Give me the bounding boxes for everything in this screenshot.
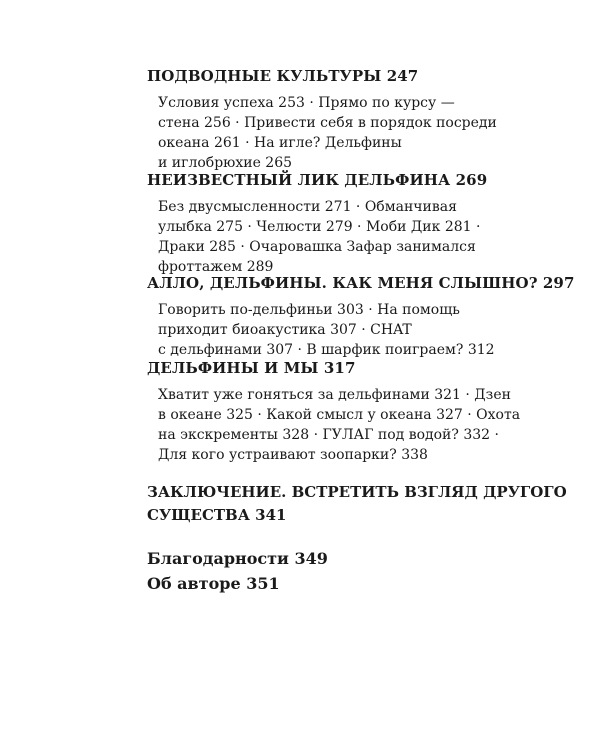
section-line: стена 256 · Привести себя в порядок посреди xyxy=(158,115,497,131)
chapter-title: НЕИЗВЕСТНЫЙ ЛИК ДЕЛЬФИНА 269 xyxy=(147,171,488,189)
chapter-sections xyxy=(147,93,497,173)
section-line: Без двусмысленности 271 · Обманчивая xyxy=(158,199,457,215)
toc-chapter xyxy=(147,273,575,360)
toc-chapter xyxy=(147,358,521,465)
conclusion-title: ЗАКЛЮЧЕНИЕ. ВСТРЕТИТЬ ВЗГЛЯД ДРУГОГО xyxy=(147,483,567,501)
conclusion-title-continued: СУЩЕСТВА 341 xyxy=(147,506,287,524)
section-line: Говорить по-дельфиньи 303 · На помощь xyxy=(158,302,460,318)
section-line: фроттажем 289 xyxy=(158,259,274,275)
chapter-sections xyxy=(147,385,521,465)
chapter-title: ДЕЛЬФИНЫ И МЫ 317 xyxy=(147,359,356,377)
section-line: с дельфинами 307 · В шарфик поиграем? 312 xyxy=(158,342,495,358)
chapter-sections xyxy=(147,300,495,360)
about-author-entry: Об авторе 351 xyxy=(147,574,280,593)
section-line: приходит биоакустика 307 · CHAT xyxy=(158,322,412,338)
chapter-title: ПОДВОДНЫЕ КУЛЬТУРЫ 247 xyxy=(147,67,419,85)
section-line: Хватит уже гоняться за дельфинами 321 · Дзен xyxy=(158,387,511,403)
acknowledgements-entry: Благодарности 349 xyxy=(147,549,328,568)
chapter-title: АЛЛО, ДЕЛЬФИНЫ. КАК МЕНЯ СЛЫШНО? 297 xyxy=(147,274,575,292)
section-line: Для кого устраивают зоопарки? 338 xyxy=(158,447,428,463)
section-line: улыбка 275 · Челюсти 279 · Моби Дик 281 · xyxy=(158,219,481,235)
section-line: Условия успеха 253 · Прямо по курсу — xyxy=(158,95,455,111)
chapter-sections xyxy=(147,197,481,277)
section-line: и иглобрюхие 265 xyxy=(158,155,293,171)
section-line: океана 261 · На игле? Дельфины xyxy=(158,135,402,151)
section-line: Драки 285 · Очаровашка Зафар занимался xyxy=(158,239,476,255)
section-line: на экскременты 328 · ГУЛАГ под водой? 332 · xyxy=(158,427,499,443)
section-line: в океане 325 · Какой смысл у океана 327 · Охота xyxy=(158,407,521,423)
toc-chapter xyxy=(147,170,488,277)
toc-chapter xyxy=(147,66,497,173)
